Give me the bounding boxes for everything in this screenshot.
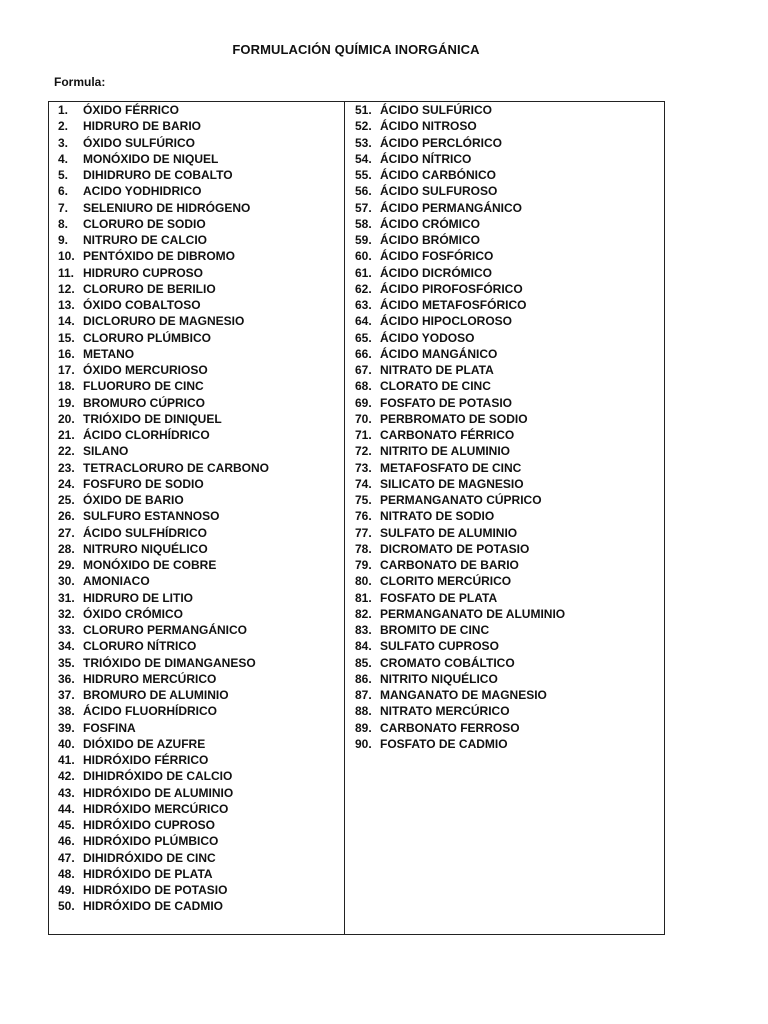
item-number: 41. <box>58 753 75 767</box>
list-item <box>58 671 269 687</box>
list-item <box>355 330 565 346</box>
list-item <box>355 118 565 134</box>
item-number: 60. <box>355 249 372 264</box>
item-number: 48. <box>58 866 75 881</box>
item-number: 11. <box>58 265 75 280</box>
item-number: 75. <box>355 493 372 507</box>
item-number: 62. <box>355 281 372 296</box>
compound-name: CARBONATO FERROSO <box>380 720 520 735</box>
list-item <box>58 248 269 264</box>
compound-name: HIDRÓXIDO DE CADMIO <box>83 899 224 914</box>
compound-name: ÁCIDO DICRÓMICO <box>380 265 492 280</box>
list-item <box>58 687 269 703</box>
item-number: 19. <box>58 395 75 410</box>
item-number: 12. <box>58 281 75 296</box>
list-item <box>58 850 269 866</box>
compound-name: FOSFATO DE PLATA <box>380 590 498 605</box>
compound-name: DICROMATO DE POTASIO <box>380 541 530 556</box>
item-number: 25. <box>58 493 75 507</box>
item-number: 58. <box>355 216 372 231</box>
compound-name: FLUORURO DE CINC <box>83 379 204 394</box>
list-item <box>58 151 269 167</box>
list-item <box>355 362 565 378</box>
item-number: 65. <box>355 330 372 345</box>
item-number: 51. <box>355 103 372 117</box>
list-item <box>58 622 269 638</box>
item-number: 34. <box>58 639 75 654</box>
list-item <box>355 102 565 118</box>
item-number: 49. <box>58 883 75 897</box>
formula-label: Formula: <box>54 75 106 89</box>
list-item <box>355 476 565 492</box>
list-item <box>355 151 565 167</box>
compound-name: ÁCIDO NÍTRICO <box>380 151 472 166</box>
list-item <box>355 492 565 508</box>
compound-name: ÁCIDO YODOSO <box>380 330 475 345</box>
item-number: 38. <box>58 704 75 719</box>
list-item <box>355 232 565 248</box>
item-number: 61. <box>355 265 372 280</box>
list-item <box>355 135 565 151</box>
list-item <box>58 557 269 573</box>
compound-name: SILANO <box>83 444 129 459</box>
list-item <box>58 573 269 589</box>
compound-name: CROMATO COBÁLTICO <box>380 655 515 670</box>
list-item <box>58 281 269 297</box>
list-item <box>58 638 269 654</box>
list-item <box>355 508 565 524</box>
item-number: 69. <box>355 395 372 410</box>
column-divider <box>344 102 345 934</box>
list-item <box>58 833 269 849</box>
item-number: 15. <box>58 330 75 345</box>
list-item <box>355 248 565 264</box>
item-number: 90. <box>355 736 372 751</box>
compound-name: ÁCIDO BRÓMICO <box>380 233 480 247</box>
item-number: 70. <box>355 411 372 426</box>
list-item <box>58 541 269 557</box>
item-number: 67. <box>355 363 372 377</box>
list-item <box>355 395 565 411</box>
compound-name: ÁCIDO SULFUROSO <box>380 184 498 199</box>
compound-name: ÁCIDO SULFHÍDRICO <box>83 525 207 540</box>
item-number: 16. <box>58 346 75 361</box>
compound-name: METANO <box>83 346 135 361</box>
compound-name: MANGANATO DE MAGNESIO <box>380 688 547 702</box>
item-number: 20. <box>58 411 75 426</box>
item-number: 4. <box>58 151 69 166</box>
list-item <box>355 346 565 362</box>
list-item <box>58 200 269 216</box>
list-item <box>355 281 565 297</box>
compound-name: CLORATO DE CINC <box>380 379 491 394</box>
item-number: 86. <box>355 671 372 686</box>
item-number: 45. <box>58 818 75 832</box>
compound-name: ÁCIDO MANGÁNICO <box>380 346 498 361</box>
list-item <box>58 525 269 541</box>
list-item <box>355 200 565 216</box>
list-item <box>355 313 565 329</box>
list-item <box>355 378 565 394</box>
list-item <box>58 395 269 411</box>
compound-name: ÁCIDO PERCLÓRICO <box>380 135 503 150</box>
list-item <box>58 102 269 118</box>
list-item <box>355 525 565 541</box>
item-number: 37. <box>58 688 75 702</box>
list-item <box>58 492 269 508</box>
compound-name: FOSFATO DE CADMIO <box>380 736 508 751</box>
list-item <box>355 703 565 719</box>
compound-name: ÁCIDO CARBÓNICO <box>380 168 496 182</box>
compound-name: ÓXIDO SULFÚRICO <box>83 135 196 150</box>
item-number: 40. <box>58 736 75 751</box>
compound-name: TRIÓXIDO DE DIMANGANESO <box>83 655 256 670</box>
compound-name: CLORITO MERCÚRICO <box>380 574 512 589</box>
list-item <box>58 476 269 492</box>
list-item <box>355 606 565 622</box>
item-number: 73. <box>355 460 372 475</box>
list-item <box>355 687 565 703</box>
list-item <box>355 183 565 199</box>
item-number: 3. <box>58 135 69 150</box>
list-item <box>58 135 269 151</box>
compound-name: NITRATO MERCÚRICO <box>380 704 510 719</box>
list-item <box>355 638 565 654</box>
compound-name: CLORURO PERMANGÁNICO <box>83 623 247 637</box>
item-number: 81. <box>355 590 372 605</box>
item-number: 21. <box>58 428 75 442</box>
list-item <box>355 460 565 476</box>
compound-name: ÓXIDO FÉRRICO <box>83 103 180 117</box>
compound-name: FOSFURO DE SODIO <box>83 476 204 491</box>
list-item <box>58 411 269 427</box>
list-item <box>58 427 269 443</box>
compound-name: SILICATO DE MAGNESIO <box>380 476 524 491</box>
compound-name: ÁCIDO NITROSO <box>380 119 477 134</box>
compound-name: TETRACLORURO DE CARBONO <box>83 460 269 475</box>
item-number: 28. <box>58 541 75 556</box>
compound-name: AMONIACO <box>83 574 150 589</box>
item-number: 35. <box>58 655 75 670</box>
list-item <box>58 443 269 459</box>
list-item <box>58 346 269 362</box>
item-number: 10. <box>58 249 75 264</box>
compound-name: ÓXIDO CRÓMICO <box>83 606 184 621</box>
compound-name: ÁCIDO SULFÚRICO <box>380 103 492 117</box>
compound-name: MONÓXIDO DE NIQUEL <box>83 151 219 166</box>
compound-list-table <box>48 101 665 935</box>
compound-name: MONÓXIDO DE COBRE <box>83 558 217 572</box>
item-number: 43. <box>58 785 75 800</box>
list-item <box>58 232 269 248</box>
compound-name: PERBROMATO DE SODIO <box>380 411 528 426</box>
list-item <box>58 785 269 801</box>
list-item <box>58 265 269 281</box>
item-number: 54. <box>355 151 372 166</box>
compound-name: FOSFINA <box>83 720 136 735</box>
list-item <box>58 752 269 768</box>
list-item <box>58 606 269 622</box>
list-item <box>58 183 269 199</box>
item-number: 79. <box>355 558 372 572</box>
compound-name: PERMANGANATO CÚPRICO <box>380 493 542 507</box>
item-number: 36. <box>58 671 75 686</box>
compound-name: NITRURO DE CALCIO <box>83 233 207 247</box>
compound-name: NITRATO DE SODIO <box>380 509 495 524</box>
compound-name: CLORURO NÍTRICO <box>83 639 197 654</box>
list-item <box>58 866 269 882</box>
list-item <box>355 736 565 752</box>
compound-name: HIDRURO DE BARIO <box>83 119 202 134</box>
list-item <box>58 297 269 313</box>
compound-name: ÓXIDO MERCURIOSO <box>83 363 208 377</box>
left-column-list <box>58 102 269 915</box>
item-number: 33. <box>58 623 75 637</box>
list-item <box>58 313 269 329</box>
item-number: 76. <box>355 509 372 524</box>
compound-name: ACIDO YODHIDRICO <box>83 184 202 199</box>
compound-name: TRIÓXIDO DE DINIQUEL <box>83 411 222 426</box>
item-number: 57. <box>355 200 372 215</box>
list-item <box>355 557 565 573</box>
item-number: 52. <box>355 119 372 134</box>
page-title: FORMULACIÓN QUÍMICA INORGÁNICA <box>232 42 480 57</box>
compound-name: BROMITO DE CINC <box>380 623 490 637</box>
item-number: 74. <box>355 476 372 491</box>
item-number: 18. <box>58 379 75 394</box>
list-item <box>58 703 269 719</box>
compound-name: ÓXIDO COBALTOSO <box>83 298 201 312</box>
item-number: 13. <box>58 298 75 312</box>
compound-name: PENTÓXIDO DE DIBROMO <box>83 249 236 264</box>
item-number: 72. <box>355 444 372 459</box>
compound-name: HIDRÓXIDO FÉRRICO <box>83 753 209 767</box>
item-number: 66. <box>355 346 372 361</box>
compound-name: BROMURO DE ALUMINIO <box>83 688 229 702</box>
item-number: 31. <box>58 590 75 605</box>
list-item <box>355 541 565 557</box>
compound-name: ÁCIDO HIPOCLOROSO <box>380 314 513 329</box>
item-number: 64. <box>355 314 372 329</box>
compound-name: NITRURO NIQUÉLICO <box>83 541 208 556</box>
compound-name: HIDRÓXIDO DE POTASIO <box>83 883 228 897</box>
item-number: 78. <box>355 541 372 556</box>
right-column-list <box>355 102 565 752</box>
list-item <box>58 378 269 394</box>
item-number: 29. <box>58 558 75 572</box>
item-number: 44. <box>58 801 75 816</box>
list-item <box>58 330 269 346</box>
item-number: 46. <box>58 834 75 849</box>
list-item <box>355 590 565 606</box>
list-item <box>58 460 269 476</box>
item-number: 1. <box>58 103 69 117</box>
item-number: 87. <box>355 688 372 702</box>
compound-name: SULFATO DE ALUMINIO <box>380 525 518 540</box>
item-number: 63. <box>355 298 372 312</box>
compound-name: HIDRÓXIDO DE ALUMINIO <box>83 785 234 800</box>
compound-name: ÁCIDO FLUORHÍDRICO <box>83 704 217 719</box>
compound-name: ÁCIDO PERMANGÁNICO <box>380 200 523 215</box>
item-number: 17. <box>58 363 75 377</box>
list-item <box>58 508 269 524</box>
list-item <box>355 655 565 671</box>
item-number: 23. <box>58 460 75 475</box>
item-number: 89. <box>355 720 372 735</box>
item-number: 83. <box>355 623 372 637</box>
list-item <box>58 736 269 752</box>
item-number: 39. <box>58 720 75 735</box>
item-number: 24. <box>58 476 75 491</box>
list-item <box>355 265 565 281</box>
item-number: 5. <box>58 168 69 182</box>
compound-name: ÁCIDO FOSFÓRICO <box>380 249 494 264</box>
list-item <box>58 118 269 134</box>
item-number: 68. <box>355 379 372 394</box>
compound-name: HIDRURO MERCÚRICO <box>83 671 217 686</box>
item-number: 14. <box>58 314 75 329</box>
compound-name: ÁCIDO CLORHÍDRICO <box>83 428 210 442</box>
list-item <box>58 590 269 606</box>
compound-name: CLORURO DE BERILIO <box>83 281 216 296</box>
item-number: 27. <box>58 525 75 540</box>
item-number: 26. <box>58 509 75 524</box>
list-item <box>58 898 269 914</box>
list-item <box>355 443 565 459</box>
list-item <box>58 817 269 833</box>
compound-name: HIDRÓXIDO PLÚMBICO <box>83 834 219 849</box>
item-number: 77. <box>355 525 372 540</box>
compound-name: ÁCIDO METAFOSFÓRICO <box>380 298 527 312</box>
compound-name: CLORURO DE SODIO <box>83 216 206 231</box>
item-number: 55. <box>355 168 372 182</box>
list-item <box>58 362 269 378</box>
list-item <box>58 655 269 671</box>
list-item <box>355 167 565 183</box>
compound-name: PERMANGANATO DE ALUMINIO <box>380 606 566 621</box>
item-number: 80. <box>355 574 372 589</box>
compound-name: DICLORURO DE MAGNESIO <box>83 314 245 329</box>
compound-name: CLORURO PLÚMBICO <box>83 330 211 345</box>
compound-name: NITRITO NIQUÉLICO <box>380 671 498 686</box>
compound-name: ÁCIDO PIROFOSFÓRICO <box>380 281 523 296</box>
compound-name: NITRATO DE PLATA <box>380 363 494 377</box>
compound-name: HIDRÓXIDO DE PLATA <box>83 866 213 881</box>
compound-name: HIDRURO CUPROSO <box>83 265 204 280</box>
list-item <box>58 216 269 232</box>
compound-name: NITRITO DE ALUMINIO <box>380 444 510 459</box>
compound-name: CARBONATO FÉRRICO <box>380 428 515 442</box>
item-number: 9. <box>58 233 69 247</box>
list-item <box>355 573 565 589</box>
item-number: 59. <box>355 233 372 247</box>
item-number: 30. <box>58 574 75 589</box>
compound-name: METAFOSFATO DE CINC <box>380 460 522 475</box>
list-item <box>58 768 269 784</box>
compound-name: BROMURO CÚPRICO <box>83 395 205 410</box>
list-item <box>58 720 269 736</box>
list-item <box>58 801 269 817</box>
compound-name: DIHIDRÓXIDO DE CALCIO <box>83 769 233 784</box>
list-item <box>355 622 565 638</box>
list-item <box>355 216 565 232</box>
list-item <box>355 671 565 687</box>
item-number: 50. <box>58 899 75 914</box>
list-item <box>58 167 269 183</box>
compound-name: ÓXIDO DE BARIO <box>83 493 184 507</box>
item-number: 22. <box>58 444 75 459</box>
item-number: 2. <box>58 119 69 134</box>
item-number: 84. <box>355 639 372 654</box>
compound-name: HIDRÓXIDO CUPROSO <box>83 818 216 832</box>
item-number: 85. <box>355 655 372 670</box>
compound-name: SULFURO ESTANNOSO <box>83 509 220 524</box>
compound-name: HIDRURO DE LITIO <box>83 590 193 605</box>
item-number: 71. <box>355 428 372 442</box>
item-number: 32. <box>58 606 75 621</box>
compound-name: FOSFATO DE POTASIO <box>380 395 513 410</box>
compound-name: HIDRÓXIDO MERCÚRICO <box>83 801 229 816</box>
compound-name: ÁCIDO CRÓMICO <box>380 216 480 231</box>
compound-name: SULFATO CUPROSO <box>380 639 499 654</box>
item-number: 53. <box>355 135 372 150</box>
compound-name: DIHIDRÓXIDO DE CINC <box>83 850 216 865</box>
list-item <box>355 297 565 313</box>
item-number: 6. <box>58 184 69 199</box>
list-item <box>355 427 565 443</box>
compound-name: DIÓXIDO DE AZUFRE <box>83 736 206 751</box>
compound-name: CARBONATO DE BARIO <box>380 558 519 572</box>
item-number: 8. <box>58 216 69 231</box>
item-number: 42. <box>58 769 75 784</box>
item-number: 7. <box>58 200 69 215</box>
item-number: 47. <box>58 850 75 865</box>
item-number: 56. <box>355 184 372 199</box>
item-number: 82. <box>355 606 372 621</box>
list-item <box>58 882 269 898</box>
compound-name: DIHIDRURO DE COBALTO <box>83 168 233 182</box>
item-number: 88. <box>355 704 372 719</box>
list-item <box>355 720 565 736</box>
list-item <box>355 411 565 427</box>
compound-name: SELENIURO DE HIDRÓGENO <box>83 200 251 215</box>
